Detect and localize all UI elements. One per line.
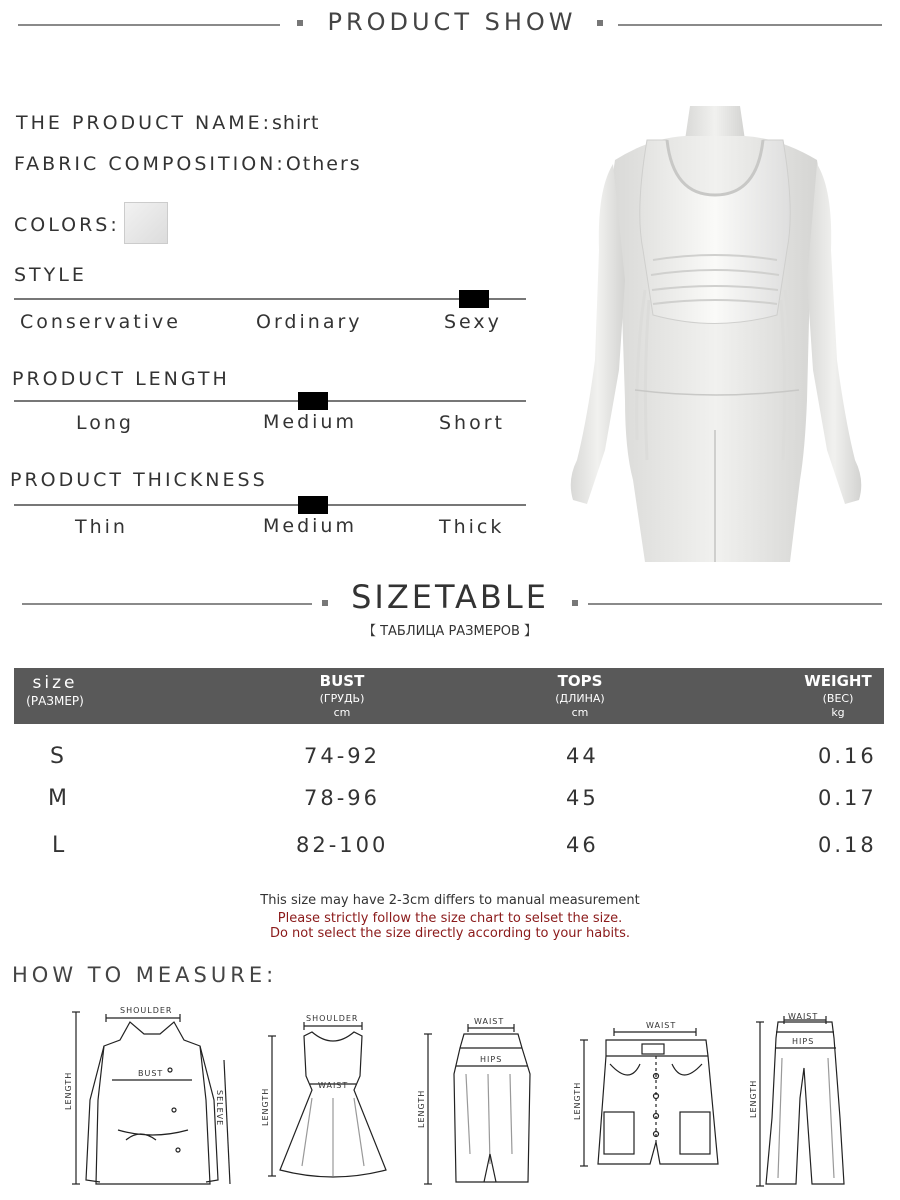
thickness-option-thick: Thick xyxy=(439,516,505,538)
style-title: STYLE xyxy=(14,264,87,286)
sizetable-rule-right xyxy=(588,603,882,605)
header-rule-right xyxy=(618,24,882,26)
sizetable-dot-right xyxy=(572,600,578,606)
length-option-long: Long xyxy=(76,412,134,434)
measure-diagram-shorts xyxy=(570,1016,730,1176)
header-dot-right xyxy=(597,20,603,26)
svg-text:BUST: BUST xyxy=(138,1069,164,1078)
thickness-option-thin: Thin xyxy=(75,516,128,538)
header-dot-left xyxy=(297,20,303,26)
svg-text:SELEVE: SELEVE xyxy=(215,1090,224,1127)
svg-text:HIPS: HIPS xyxy=(480,1055,503,1064)
sizetable-dot-left xyxy=(322,600,328,606)
measure-diagram-dress xyxy=(258,1006,408,1190)
product-name-value: shirt xyxy=(272,112,320,134)
header-tops: TOPS (ДЛИНА) cm xyxy=(555,672,605,719)
svg-text:SHOULDER: SHOULDER xyxy=(120,1006,173,1015)
header-bust: BUST (ГРУДЬ) cm xyxy=(319,672,365,719)
note-warning-2: Do not select the size directly according to your habits. xyxy=(269,926,631,941)
cell-tops: 46 xyxy=(566,833,599,857)
svg-text:LENGTH: LENGTH xyxy=(261,1087,270,1126)
svg-text:HIPS: HIPS xyxy=(792,1037,815,1046)
thickness-scale-line xyxy=(14,504,526,506)
header-rule-left xyxy=(18,24,280,26)
svg-text:LENGTH: LENGTH xyxy=(417,1089,426,1128)
sizetable-subtitle: 【 ТАБЛИЦА РАЗМЕРОВ 】 xyxy=(362,624,538,639)
cell-weight: 0.17 xyxy=(818,786,877,810)
header-size: size (РАЗМЕР) xyxy=(26,673,84,708)
cell-tops: 44 xyxy=(566,744,599,768)
svg-text:WAIST: WAIST xyxy=(474,1017,505,1026)
sizetable-rule-left xyxy=(22,603,312,605)
style-marker xyxy=(459,290,489,308)
product-show-title: PRODUCT SHOW xyxy=(327,8,577,36)
product-name-row xyxy=(16,112,320,134)
colors-label: COLORS: xyxy=(14,214,120,236)
product-name-label: THE PRODUCT NAME: xyxy=(16,112,273,134)
cell-tops: 45 xyxy=(566,786,599,810)
cell-size: S xyxy=(50,744,67,769)
length-option-short: Short xyxy=(439,412,505,434)
measure-diagram-pants xyxy=(746,1008,876,1192)
length-scale-line xyxy=(14,400,526,402)
svg-text:WAIST: WAIST xyxy=(788,1012,819,1021)
thickness-option-medium: Medium xyxy=(263,515,357,537)
measure-diagram-jacket xyxy=(60,1000,240,1190)
cell-size: M xyxy=(48,786,70,811)
svg-text:LENGTH: LENGTH xyxy=(749,1079,758,1118)
svg-text:LENGTH: LENGTH xyxy=(573,1081,582,1120)
svg-text:WAIST: WAIST xyxy=(318,1081,349,1090)
cell-size: L xyxy=(52,833,68,858)
length-option-medium: Medium xyxy=(263,411,357,433)
style-option-conservative: Conservative xyxy=(20,311,181,333)
style-option-ordinary: Ordinary xyxy=(256,311,363,333)
sizetable-header-row xyxy=(14,668,884,724)
cell-weight: 0.18 xyxy=(818,833,877,857)
header-weight: WEIGHT (ВЕС) kg xyxy=(804,672,872,719)
cell-bust: 74-92 xyxy=(304,744,381,768)
svg-text:WAIST: WAIST xyxy=(646,1021,677,1030)
measure-diagram-skirt xyxy=(418,1014,548,1190)
svg-text:SHOULDER: SHOULDER xyxy=(306,1014,359,1023)
fabric-row xyxy=(14,153,362,175)
thickness-marker xyxy=(298,496,328,514)
thickness-title: PRODUCT THICKNESS xyxy=(10,469,268,491)
fabric-label: FABRIC COMPOSITION: xyxy=(14,153,286,175)
product-photo xyxy=(555,100,875,562)
fabric-value: Others xyxy=(285,153,362,175)
note-warning-1: Please strictly follow the size chart to selset the size. xyxy=(277,911,623,926)
length-marker xyxy=(298,392,328,410)
style-scale-line xyxy=(14,298,526,300)
style-option-sexy: Sexy xyxy=(444,311,502,333)
cell-weight: 0.16 xyxy=(818,744,877,768)
length-title: PRODUCT LENGTH xyxy=(12,368,230,390)
how-to-measure-title: HOW TO MEASURE: xyxy=(12,963,278,987)
sizetable-title: SIZETABLE xyxy=(351,578,549,616)
svg-text:LENGTH: LENGTH xyxy=(64,1071,73,1110)
cell-bust: 78-96 xyxy=(304,786,381,810)
cell-bust: 82-100 xyxy=(296,833,389,857)
note-measurement: This size may have 2-3cm differs to manual measurement xyxy=(260,893,640,908)
color-swatch[interactable] xyxy=(124,202,168,244)
